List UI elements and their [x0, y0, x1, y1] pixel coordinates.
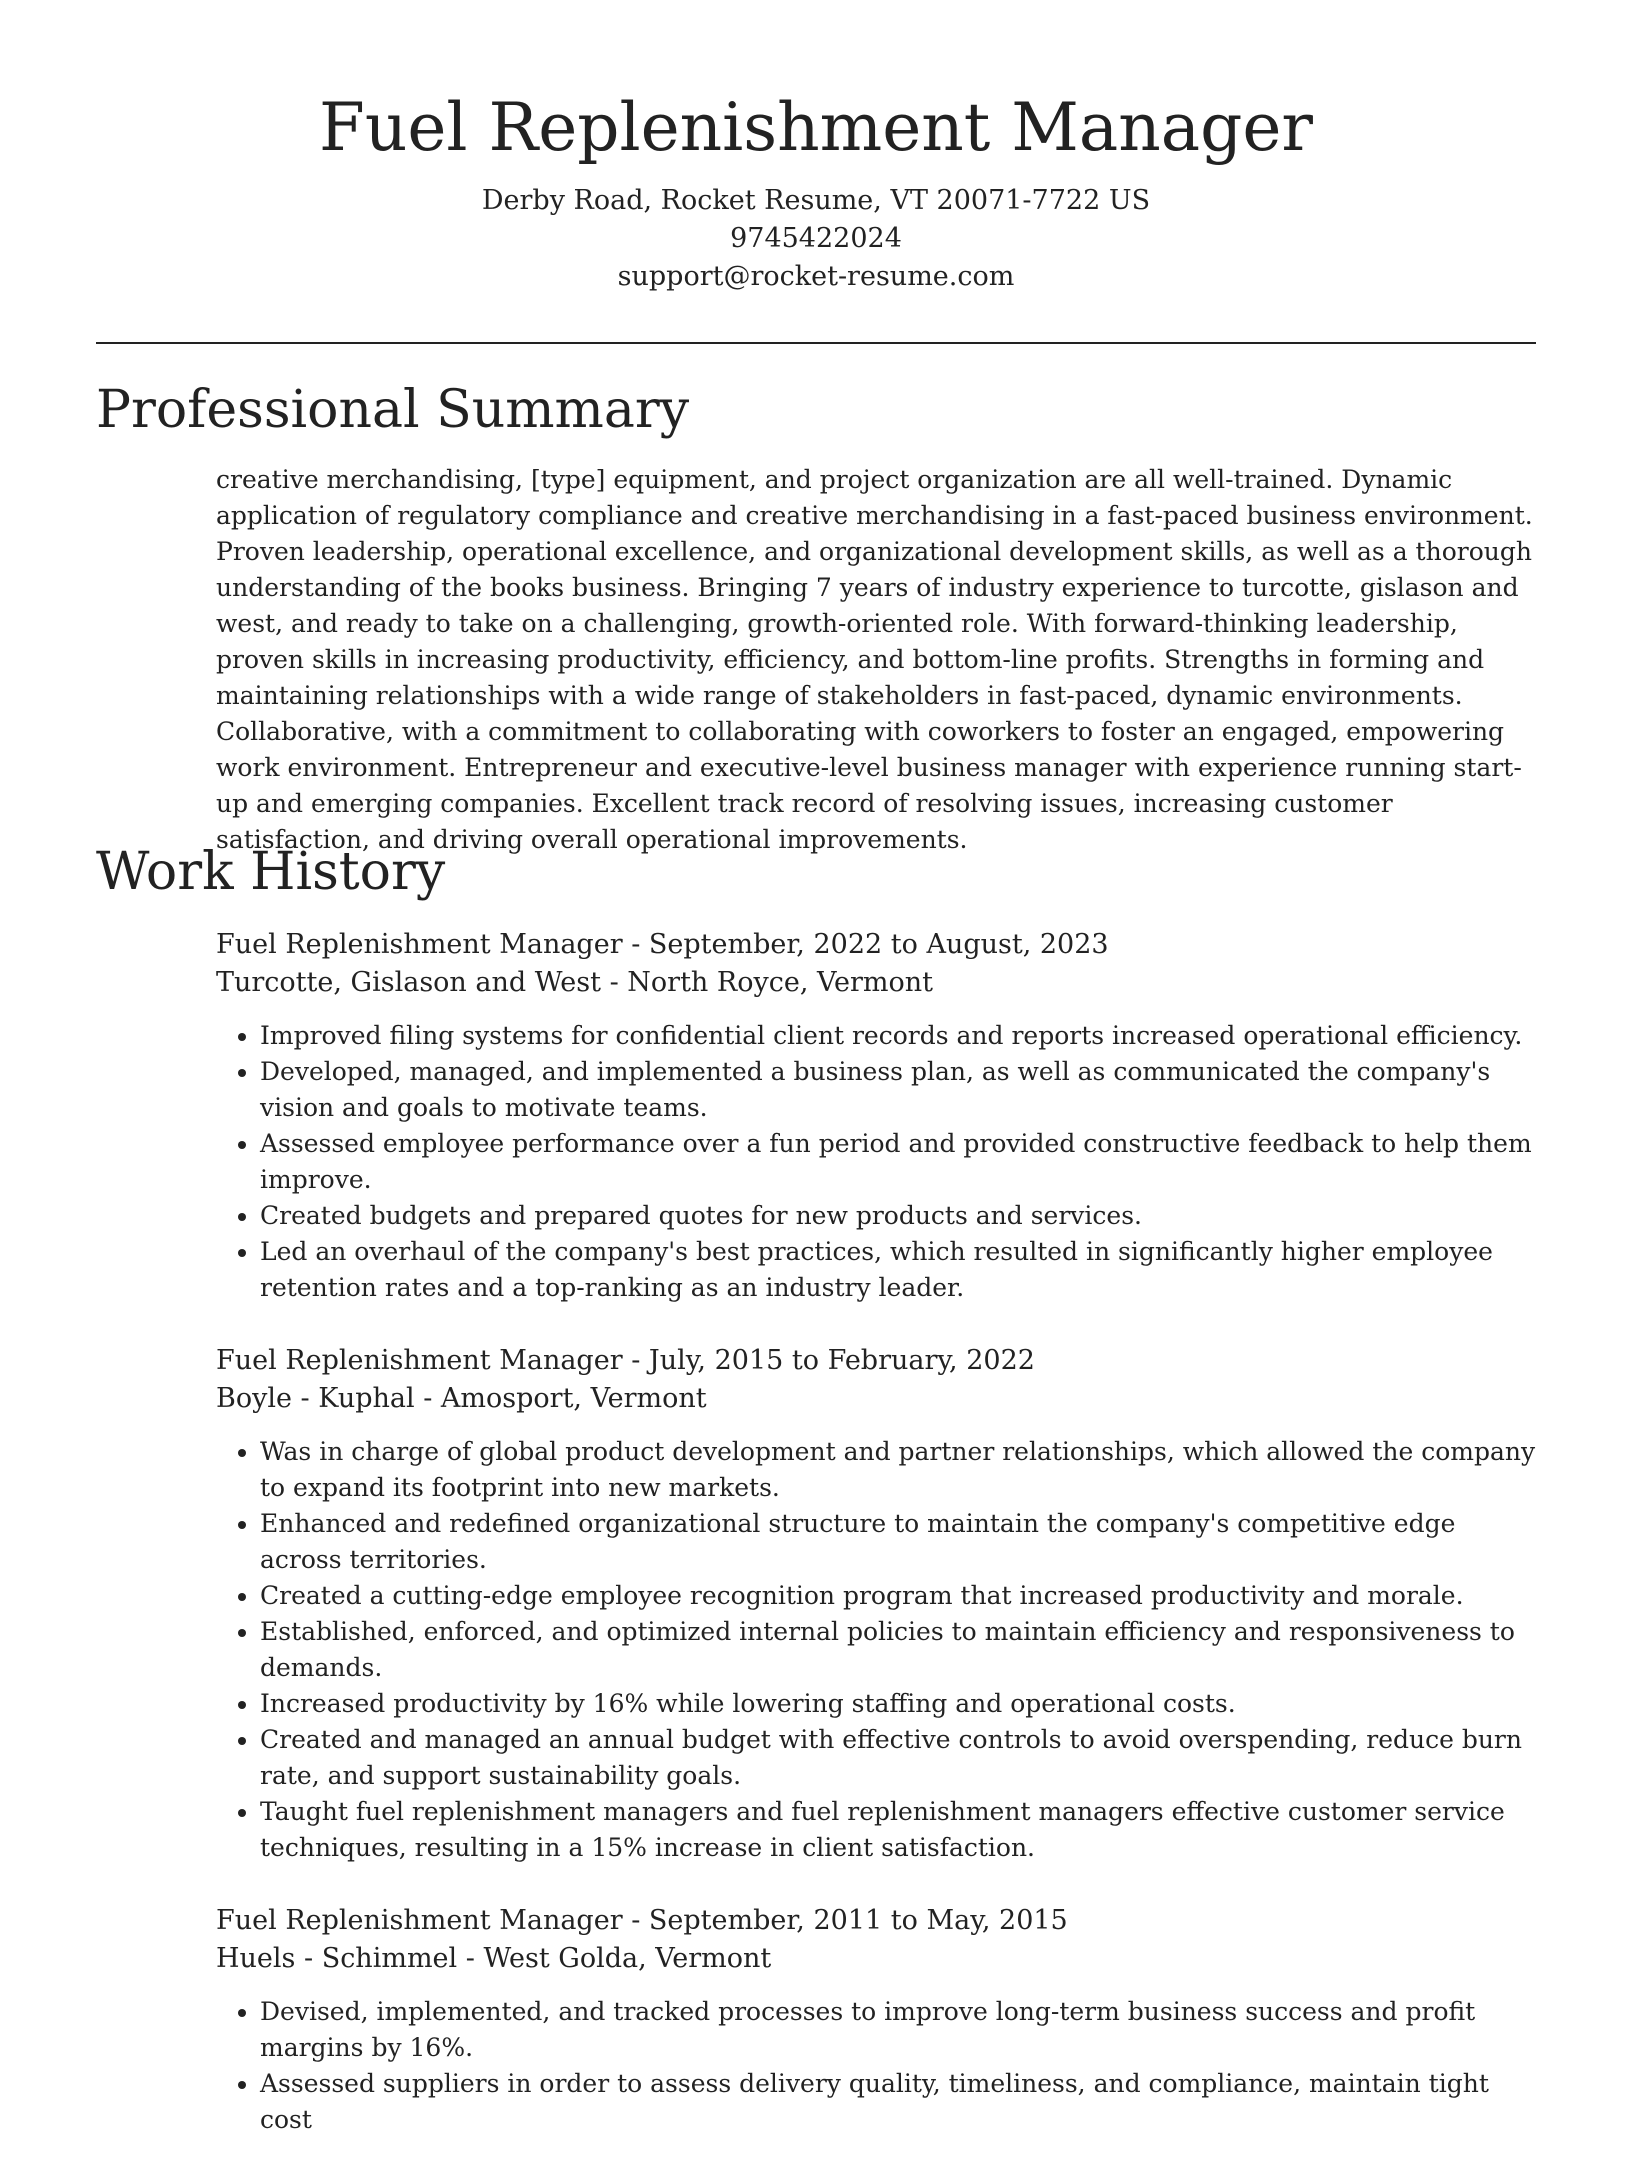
job-role: Fuel Replenishment Manager [216, 929, 623, 960]
job-location: North Royce, Vermont [627, 967, 934, 998]
job-company-line: Boyle - Kuphal - Amosport, Vermont [216, 1383, 707, 1414]
job-dates: July, 2015 to February, 2022 [648, 1345, 1035, 1376]
job-bullet: • Developed, managed, and implemented a business plan, as well as communicated the company's vision and goals to motivate teams. [260, 1054, 1538, 1126]
job-title-line: Fuel Replenishment Manager - July, 2015 to February, 2022 [216, 1345, 1035, 1376]
job-entry [216, 1902, 1538, 2138]
job-bullet: • Improved filing systems for confidential client records and reports increased operational efficiency. [260, 1018, 1538, 1054]
professional-summary-heading: Professional Summary [96, 380, 690, 440]
candidate-name: Fuel Replenishment Manager [319, 89, 1313, 166]
professional-summary-text: creative merchandising, [type] equipment, and project organization are all well-trained. Dynamic application of regulatory compliance and creative merchandising in a fast-paced business environment. Proven leadership, operational excellence, and organizational development skills, as well as a thorough understanding of the books business. Bringing 7 years of industry experience to turcotte, gislason and west, and ready to take on a challenging, growth-oriented role. With forward-thinking leadership, proven skills in increasing productivity, efficiency, and bottom-line profits. Strengths in forming and maintaining relationships with a wide range of stakeholders in fast-paced, dynamic environments. Collaborative, with a commitment to collaborating with coworkers to foster an engaged, empowering work environment. Entrepreneur and executive-level business manager with experience running start-up and emerging companies. Excellent track record of resolving issues, increasing customer satisfaction, and driving overall operational improvements. [216, 465, 1533, 854]
job-bullet: • Created budgets and prepared quotes for new products and services. [260, 1198, 1538, 1234]
job-bullet: • Taught fuel replenishment managers and fuel replenishment managers effective customer service techniques, resulting in a 15% increase in client satisfaction. [260, 1794, 1538, 1866]
job-bullet: • Created and managed an annual budget with effective controls to avoid overspending, reduce burn rate, and support sustainability goals. [260, 1722, 1538, 1794]
job-bullet: • Was in charge of global product development and partner relationships, which allowed the company to expand its footprint into new markets. [260, 1434, 1538, 1506]
job-bullet: • Created a cutting-edge employee recognition program that increased productivity and morale. [260, 1578, 1538, 1614]
job-company: Turcotte, Gislason and West [216, 967, 601, 998]
job-entry [216, 926, 1538, 1306]
job-bullet-list [216, 1018, 1538, 1306]
job-company: Boyle - Kuphal [216, 1383, 415, 1414]
job-bullet: • Established, enforced, and optimized internal policies to maintain efficiency and responsiveness to demands. [260, 1614, 1538, 1686]
job-entry [216, 1342, 1538, 1866]
phone-number: 9745422024 [730, 223, 902, 254]
job-bullet: • Assessed employee performance over a fun period and provided constructive feedback to help them improve. [260, 1126, 1538, 1198]
job-company-line: Turcotte, Gislason and West - North Royce, Vermont [216, 967, 934, 998]
job-company: Huels - Schimmel [216, 1943, 458, 1974]
job-title-line: Fuel Replenishment Manager - September, 2011 to May, 2015 [216, 1905, 1068, 1936]
job-bullet: • Enhanced and redefined organizational structure to maintain the company's competitive edge across territories. [260, 1506, 1538, 1578]
job-dates: September, 2022 to August, 2023 [648, 929, 1109, 960]
job-dates: September, 2011 to May, 2015 [648, 1905, 1068, 1936]
job-location: Amosport, Vermont [440, 1383, 707, 1414]
work-history-list [216, 926, 1538, 2174]
job-bullet-list [216, 1434, 1538, 1866]
job-bullet-list [216, 1994, 1538, 2138]
job-bullet: • Devised, implemented, and tracked processes to improve long-term business success and profit margins by 16%. [260, 1994, 1538, 2066]
job-bullet: • Assessed suppliers in order to assess delivery quality, timeliness, and compliance, maintain tight cost [260, 2066, 1538, 2138]
job-bullet: • Increased productivity by 16% while lowering staffing and operational costs. [260, 1686, 1538, 1722]
job-company-line: Huels - Schimmel - West Golda, Vermont [216, 1943, 772, 1974]
resume-header [0, 0, 1632, 296]
job-role: Fuel Replenishment Manager [216, 1345, 623, 1376]
work-history-heading: Work History [96, 842, 446, 902]
job-location: West Golda, Vermont [483, 1943, 772, 1974]
address-line: Derby Road, Rocket Resume, VT 20071-7722 US [481, 185, 1151, 216]
header-divider [96, 342, 1536, 344]
job-bullet: • Led an overhaul of the company's best practices, which resulted in significantly higher employee retention rates and a top-ranking as an industry leader. [260, 1234, 1538, 1306]
job-role: Fuel Replenishment Manager [216, 1905, 623, 1936]
job-title-line: Fuel Replenishment Manager - September, 2022 to August, 2023 [216, 929, 1109, 960]
email-address: support@rocket-resume.com [617, 261, 1015, 292]
